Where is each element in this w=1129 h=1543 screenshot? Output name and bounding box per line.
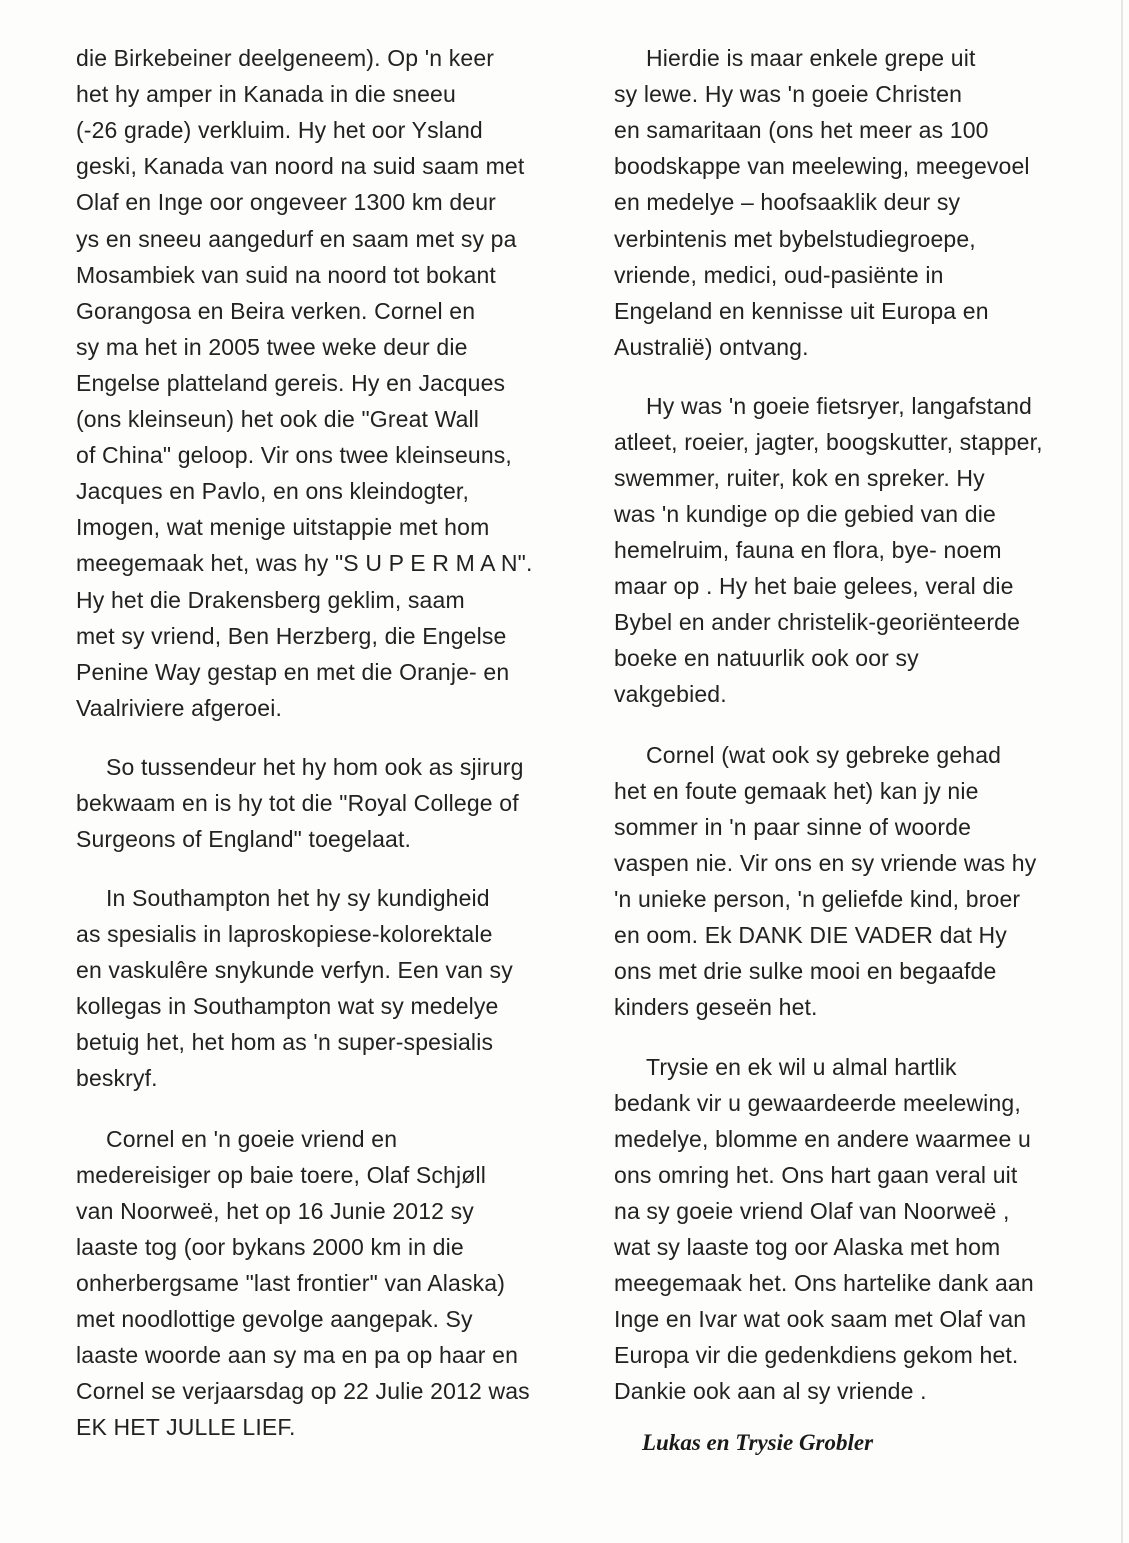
right-column-line: Trysie en ek wil u almal hartlik xyxy=(646,1054,957,1080)
left-column-line: EK HET JULLE LIEF. xyxy=(76,1414,296,1440)
left-column-line: met noodlottige gevolge aangepak. Sy xyxy=(76,1306,473,1332)
right-column-line: sy lewe. Hy was 'n goeie Christen xyxy=(614,81,963,107)
right-column-line: vaspen nie. Vir ons en sy vriende was hy xyxy=(614,850,1037,876)
left-column-line: betuig het, het hom as 'n super-spesialis xyxy=(76,1029,494,1055)
left-column-line: meegemaak het, was hy "S U P E R M A N". xyxy=(76,550,533,576)
left-column-line: laaste tog (oor bykans 2000 km in die xyxy=(76,1234,464,1260)
right-column-line: Europa vir die gedenkdiens gekom het. xyxy=(614,1342,1019,1368)
left-column-line: Penine Way gestap en met die Oranje- en xyxy=(76,659,510,685)
left-column-line: sy ma het in 2005 twee weke deur die xyxy=(76,334,468,360)
right-column-line: swemmer, ruiter, kok en spreker. Hy xyxy=(614,465,985,491)
left-column-line: geski, Kanada van noord na suid saam met xyxy=(76,153,525,179)
signature: Lukas en Trysie Grobler xyxy=(642,1430,874,1455)
right-column-line: Engeland en kennisse uit Europa en xyxy=(614,298,989,324)
left-column-line: van Noorweë, het op 16 Junie 2012 sy xyxy=(76,1198,474,1224)
right-column-line: ons met drie sulke mooi en begaafde xyxy=(614,958,997,984)
left-column-line: medereisiger op baie toere, Olaf Schjøll xyxy=(76,1162,486,1188)
left-column-line: en vaskulêre snykunde verfyn. Een van sy xyxy=(76,957,513,983)
left-column-line: Hy het die Drakensberg geklim, saam xyxy=(76,587,465,613)
right-column-line: maar op . Hy het baie gelees, veral die xyxy=(614,573,1014,599)
right-column-line: bedank vir u gewaardeerde meelewing, xyxy=(614,1090,1021,1116)
right-column-line: sommer in 'n paar sinne of woorde xyxy=(614,814,972,840)
left-column-line: Gorangosa en Beira verken. Cornel en xyxy=(76,298,476,324)
right-column-line: en medelye – hoofsaaklik deur sy xyxy=(614,189,961,215)
left-column-line: Vaalriviere afgeroei. xyxy=(76,695,282,721)
left-column-line: ys en sneeu aangedurf en saam met sy pa xyxy=(76,226,517,252)
left-column-line: Imogen, wat menige uitstappie met hom xyxy=(76,514,490,540)
right-column-line: Australië) ontvang. xyxy=(614,334,809,360)
right-column-line: kinders geseën het. xyxy=(614,994,818,1020)
left-column-line: Olaf en Inge oor ongeveer 1300 km deur xyxy=(76,189,496,215)
left-column-line: So tussendeur het hy hom ook as sjirurg xyxy=(106,754,524,780)
right-column-line: ons omring het. Ons hart gaan veral uit xyxy=(614,1162,1018,1188)
left-column-line: Surgeons of England" toegelaat. xyxy=(76,826,412,852)
right-column-line: Hy was 'n goeie fietsryer, langafstand xyxy=(646,393,1032,419)
right-column-line: was 'n kundige op die gebied van die xyxy=(614,501,996,527)
right-column-line: medelye, blomme en andere waarmee u xyxy=(614,1126,1031,1152)
right-column-line: en oom. Ek DANK DIE VADER dat Hy xyxy=(614,922,1007,948)
left-column-line: Mosambiek van suid na noord tot bokant xyxy=(76,262,496,288)
left-column-line: onherbergsame "last frontier" van Alaska) xyxy=(76,1270,506,1296)
right-column-line: boeke en natuurlik ook oor sy xyxy=(614,645,919,671)
right-column-line: Hierdie is maar enkele grepe uit xyxy=(646,45,976,71)
right-column-line: atleet, roeier, jagter, boogskutter, stapper, xyxy=(614,429,1043,455)
left-column-line: bekwaam en is hy tot die "Royal College of xyxy=(76,790,519,816)
right-column-line: Bybel en ander christelik-georiënteerde xyxy=(614,609,1021,635)
right-column-line: wat sy laaste tog oor Alaska met hom xyxy=(614,1234,1001,1260)
right-column-line: verbintenis met bybelstudiegroepe, xyxy=(614,226,976,252)
right-column-line: vakgebied. xyxy=(614,681,727,707)
left-column-line: laaste woorde aan sy ma en pa op haar en xyxy=(76,1342,519,1368)
right-column-line: het en foute gemaak het) kan jy nie xyxy=(614,778,979,804)
right-column-line: boodskappe van meelewing, meegevoel xyxy=(614,153,1030,179)
right-column-line: meegemaak het. Ons hartelike dank aan xyxy=(614,1270,1034,1296)
left-column-line: In Southampton het hy sy kundigheid xyxy=(106,885,490,911)
left-column-line: die Birkebeiner deelgeneem). Op 'n keer xyxy=(76,45,495,71)
right-column-line: Dankie ook aan al sy vriende . xyxy=(614,1378,927,1404)
left-column-line: (ons kleinseun) het ook die "Great Wall xyxy=(76,406,480,432)
right-column-line: hemelruim, fauna en flora, bye- noem xyxy=(614,537,1002,563)
left-column-line: Cornel en 'n goeie vriend en xyxy=(106,1126,398,1152)
right-column-line: en samaritaan (ons het meer as 100 xyxy=(614,117,989,143)
right-column-line: 'n unieke person, 'n geliefde kind, broer xyxy=(614,886,1021,912)
left-column-line: as spesialis in laproskopiese-kolorektale xyxy=(76,921,493,947)
left-column-line: kollegas in Southampton wat sy medelye xyxy=(76,993,499,1019)
left-column-line: het hy amper in Kanada in die sneeu xyxy=(76,81,456,107)
page-edge xyxy=(1121,0,1123,1543)
left-column-line: of China" geloop. Vir ons twee kleinseuns, xyxy=(76,442,512,468)
left-column-line: beskryf. xyxy=(76,1065,158,1091)
left-column-line: Cornel se verjaarsdag op 22 Julie 2012 was xyxy=(76,1378,530,1404)
right-column-line: Inge en Ivar wat ook saam met Olaf van xyxy=(614,1306,1027,1332)
right-column-line: na sy goeie vriend Olaf van Noorweë , xyxy=(614,1198,1010,1224)
right-column-line: Cornel (wat ook sy gebreke gehad xyxy=(646,742,1002,768)
left-column-line: Jacques en Pavlo, en ons kleindogter, xyxy=(76,478,469,504)
left-column-line: (-26 grade) verkluim. Hy het oor Ysland xyxy=(76,117,483,143)
left-column-line: Engelse platteland gereis. Hy en Jacques xyxy=(76,370,506,396)
left-column-line: met sy vriend, Ben Herzberg, die Engelse xyxy=(76,623,507,649)
right-column-line: vriende, medici, oud-pasiënte in xyxy=(614,262,944,288)
